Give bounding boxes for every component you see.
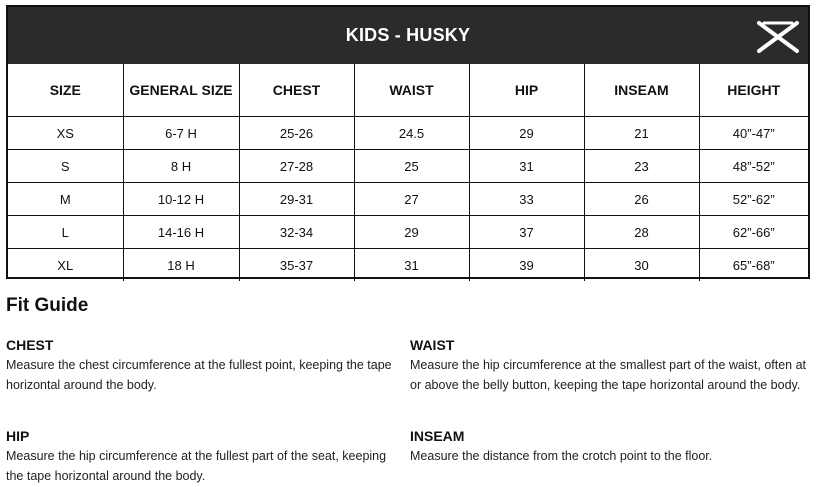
table-cell: 14-16 H <box>123 216 239 249</box>
table-cell: 31 <box>354 249 469 282</box>
column-header-waist: WAIST <box>354 64 469 117</box>
table-row <box>8 249 808 282</box>
column-header-height: HEIGHT <box>699 64 808 117</box>
table-cell: S <box>8 150 123 183</box>
table-cell: 31 <box>469 150 584 183</box>
table-cell: 27 <box>354 183 469 216</box>
table-cell: XS <box>8 117 123 150</box>
column-header-hip: HIP <box>469 64 584 117</box>
table-cell: 24.5 <box>354 117 469 150</box>
table-cell: 37 <box>469 216 584 249</box>
fit-guide-waist <box>410 336 810 395</box>
fit-guide-heading: HIP <box>6 428 30 444</box>
table-cell: 33 <box>469 183 584 216</box>
table-cell: 8 H <box>123 150 239 183</box>
table-cell: 35-37 <box>239 249 354 282</box>
table-cell: 48”-52” <box>699 150 808 183</box>
size-chart <box>6 5 810 279</box>
table-cell: 25 <box>354 150 469 183</box>
table-cell: M <box>8 183 123 216</box>
fit-guide-text: Measure the hip circumference at the fullest part of the seat, keeping the tape horizontal around the body. <box>6 449 387 483</box>
table-cell: 25-26 <box>239 117 354 150</box>
column-header-inseam: INSEAM <box>584 64 699 117</box>
table-row <box>8 117 808 150</box>
fit-guide-heading: CHEST <box>6 337 54 353</box>
table-cell: 28 <box>584 216 699 249</box>
table-cell: 30 <box>584 249 699 282</box>
table-cell: 27-28 <box>239 150 354 183</box>
fit-guide-title: Fit Guide <box>6 295 89 316</box>
table-header-row <box>8 64 808 117</box>
fit-guide-chest <box>6 336 406 395</box>
table-cell: 23 <box>584 150 699 183</box>
table-cell: 62”-66” <box>699 216 808 249</box>
table-cell: 65”-68” <box>699 249 808 282</box>
chart-banner <box>8 7 808 64</box>
table-cell: 10-12 H <box>123 183 239 216</box>
fit-guide-heading: WAIST <box>410 337 455 353</box>
fit-guide-inseam <box>410 427 810 467</box>
table-cell: 52”-62” <box>699 183 808 216</box>
table-cell: XL <box>8 249 123 282</box>
table-row <box>8 216 808 249</box>
table-row <box>8 183 808 216</box>
table-cell: 29 <box>354 216 469 249</box>
size-table <box>8 64 808 281</box>
fit-guide-heading: INSEAM <box>410 428 465 444</box>
table-cell: 29-31 <box>239 183 354 216</box>
column-header-size: SIZE <box>8 64 123 117</box>
table-cell: 18 H <box>123 249 239 282</box>
table-cell: 21 <box>584 117 699 150</box>
table-cell: L <box>8 216 123 249</box>
column-header-general-size: GENERAL SIZE <box>123 64 239 117</box>
fit-guide-text: Measure the hip circumference at the smallest part of the waist, often at or above the belly button, keeping the tape horizontal around the body. <box>410 358 807 392</box>
fit-guide-hip <box>6 427 406 486</box>
column-header-chest: CHEST <box>239 64 354 117</box>
table-cell: 32-34 <box>239 216 354 249</box>
chart-title: KIDS - HUSKY <box>345 25 471 45</box>
fit-guide-text: Measure the distance from the crotch point to the floor. <box>410 449 713 463</box>
table-cell: 39 <box>469 249 584 282</box>
table-cell: 29 <box>469 117 584 150</box>
table-cell: 26 <box>584 183 699 216</box>
table-cell: 40”-47” <box>699 117 808 150</box>
crossed-x-logo-icon <box>756 20 800 54</box>
fit-guide-text: Measure the chest circumference at the fullest point, keeping the tape horizontal around the body. <box>6 358 392 392</box>
table-cell: 6-7 H <box>123 117 239 150</box>
table-row <box>8 150 808 183</box>
